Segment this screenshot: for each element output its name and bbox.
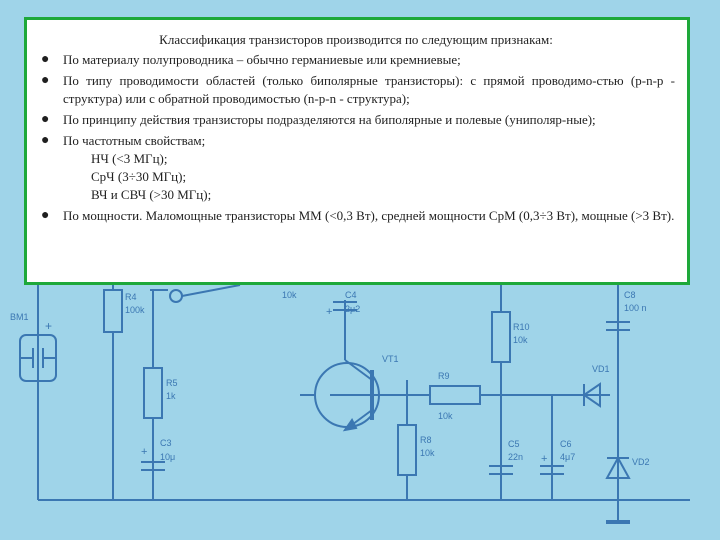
svg-text:R8: R8 [420,435,432,445]
svg-text:10k: 10k [438,411,453,421]
svg-text:4μ7: 4μ7 [560,452,576,462]
bullet-icon: ● [41,208,50,223]
svg-text:VD2: VD2 [632,457,650,467]
svg-text:VT1: VT1 [382,354,399,364]
svg-text:VD1: VD1 [592,364,610,374]
svg-text:C6: C6 [560,439,572,449]
svg-text:100 n: 100 n [624,303,647,313]
freq-subitem: СрЧ (3÷30 МГц); [91,169,187,184]
classification-textbox [24,17,690,285]
svg-text:+: + [326,306,333,318]
svg-text:+: + [141,446,148,458]
svg-text:R5: R5 [166,378,178,388]
list-item: ● По мощности. Маломощные транзисторы ММ (<0,3 Вт), средней мощности СрМ (0,3÷3 Вт), мощные (>3 Вт). [41,208,675,223]
list-item: ● По материалу полупроводника – обычно германиевые или кремниевые; [41,52,461,67]
svg-text:100k: 100k [125,305,145,315]
resistor-r4 [104,290,122,332]
svg-text:R9: R9 [438,371,450,381]
svg-text:+: + [45,319,53,333]
svg-text:R4: R4 [125,292,137,302]
svg-text:10μ: 10μ [160,452,176,462]
svg-text:10k: 10k [420,448,435,458]
svg-text:10k: 10k [513,335,528,345]
resistor-r5 [144,368,162,418]
resistor-r9 [430,386,480,404]
wiper-contact [170,290,182,302]
svg-text:10k: 10k [282,290,297,300]
classification-list [37,51,675,225]
bullet-icon: ● [41,73,50,88]
bullet-icon: ● [41,112,50,127]
svg-text:2μ2: 2μ2 [345,304,361,314]
freq-subitem: ВЧ и СВЧ (>30 МГц); [91,187,212,202]
list-item: ● По принципу действия транзисторы подразделяются на биполярные и полевые (униполяр-ные); [41,112,596,127]
svg-text:+: + [541,453,548,465]
label-bm1: BM1 [10,312,29,322]
svg-text:C5: C5 [508,439,520,449]
svg-text:R10: R10 [513,322,530,332]
svg-text:C4: C4 [345,290,357,300]
svg-text:C3: C3 [160,438,172,448]
bullet-icon: ● [41,133,50,148]
list-item: ● По типу проводимости областей (только биполярные транзисторы): с прямой проводимо-стью (p-n-p - структура) или с обратной проводимостью (n-p-n - структура); [41,73,675,106]
svg-text:22n: 22n [508,452,524,462]
list-item: ● По частотным свойствам; НЧ (<3 МГц); СрЧ (3÷30 МГц); ВЧ и СВЧ (>30 МГц); [37,132,675,204]
svg-text:1k: 1k [166,391,176,401]
slide-heading: Классификация транзисторов производится по следующим признакам: [159,32,553,47]
resistor-r8 [398,425,416,475]
svg-text:C8: C8 [624,290,636,300]
freq-subitem: НЧ (<3 МГц); [91,151,168,166]
bullet-icon: ● [41,52,50,67]
resistor-r10 [492,312,510,362]
